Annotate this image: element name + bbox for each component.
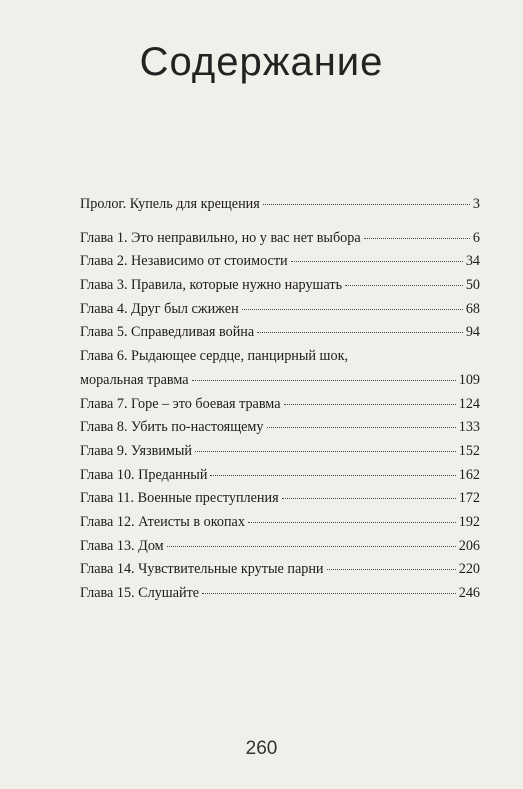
toc-entry: [80, 277, 480, 301]
toc-entry-label: Глава 9. Уязвимый: [80, 442, 193, 459]
toc-entry: [80, 230, 480, 254]
toc-entry: [80, 585, 480, 609]
toc-entry-page: 220: [458, 561, 480, 578]
toc-entry-label: Глава 6. Рыдающее сердце, панцирный шок,: [80, 348, 349, 365]
leader-dots: [167, 546, 456, 547]
toc-entry-label: Глава 15. Слушайте: [80, 585, 200, 601]
leader-dots: [192, 380, 456, 381]
toc-entry-label: Глава 4. Друг был сжижен: [80, 300, 239, 317]
leader-dots: [263, 204, 470, 205]
leader-dots: [242, 309, 463, 310]
toc-entry-page: 206: [458, 537, 480, 554]
toc-entry-page: 162: [458, 466, 480, 483]
toc-entry-page: 152: [458, 442, 480, 459]
leader-dots: [210, 475, 455, 476]
toc-entry-page: 133: [458, 419, 480, 436]
toc-entry-page: 124: [458, 395, 480, 412]
leader-dots: [257, 332, 463, 333]
toc-entry-label: Глава 8. Убить по-настоящему: [80, 419, 264, 436]
toc-entry: [80, 301, 480, 325]
toc-entry-label: Глава 13. Дом: [80, 537, 164, 554]
leader-dots: [195, 451, 456, 452]
toc-entry: [80, 372, 480, 396]
toc-entry: [80, 467, 480, 491]
toc-entry-label: Глава 5. Справедливая война: [80, 324, 255, 341]
leader-dots: [327, 569, 456, 570]
toc-entry-page: 109: [458, 371, 480, 388]
leader-dots: [284, 404, 456, 405]
toc-entry-label: Глава 1. Это неправильно, но у вас нет выбора: [80, 229, 361, 246]
toc-entry-label: Глава 3. Правила, которые нужно нарушать: [80, 277, 343, 294]
table-of-contents: [80, 196, 480, 609]
toc-entry: [80, 538, 480, 562]
toc-entry: [80, 514, 480, 538]
toc-entry-label: Глава 12. Атеисты в окопах: [80, 513, 245, 530]
toc-entry-page: 94: [465, 324, 480, 341]
toc-entry: [80, 196, 480, 220]
toc-entry: [80, 396, 480, 420]
toc-entry: [80, 443, 480, 467]
toc-entry-label: Глава 14. Чувствительные крутые парни: [80, 561, 324, 578]
toc-entry-label: Пролог. Купель для крещения: [80, 196, 260, 212]
toc-entry: [80, 419, 480, 443]
leader-dots: [345, 285, 463, 286]
toc-entry: [80, 490, 480, 514]
toc-entry-page: 34: [465, 253, 480, 270]
toc-entry-label: Глава 2. Независимо от стоимости: [80, 253, 288, 270]
toc-entry-page: 172: [458, 490, 480, 507]
toc-entry-label: Глава 10. Преданный: [80, 466, 208, 483]
toc-entry-page: 3: [472, 196, 480, 212]
leader-dots: [267, 427, 456, 428]
page-title: Содержание: [139, 40, 384, 84]
leader-dots: [282, 498, 456, 499]
toc-entry: [80, 324, 480, 348]
page-number: 260: [245, 738, 278, 759]
toc-entry-label: Глава 7. Горе – это боевая травма: [80, 395, 281, 412]
toc-entry-page: 6: [472, 229, 480, 246]
toc-entry-label: моральная травма: [80, 371, 189, 388]
toc-entry-page: 192: [458, 513, 480, 530]
leader-dots: [291, 261, 463, 262]
toc-entry: [80, 561, 480, 585]
toc-entry: [80, 348, 480, 372]
toc-entry-page: 68: [465, 300, 480, 317]
toc-entry: [80, 253, 480, 277]
leader-dots: [364, 238, 470, 239]
leader-dots: [202, 593, 456, 594]
toc-entry-page: 246: [458, 585, 480, 601]
toc-entry-page: 50: [465, 277, 480, 294]
toc-entry-label: Глава 11. Военные преступления: [80, 490, 279, 507]
leader-dots: [248, 522, 456, 523]
